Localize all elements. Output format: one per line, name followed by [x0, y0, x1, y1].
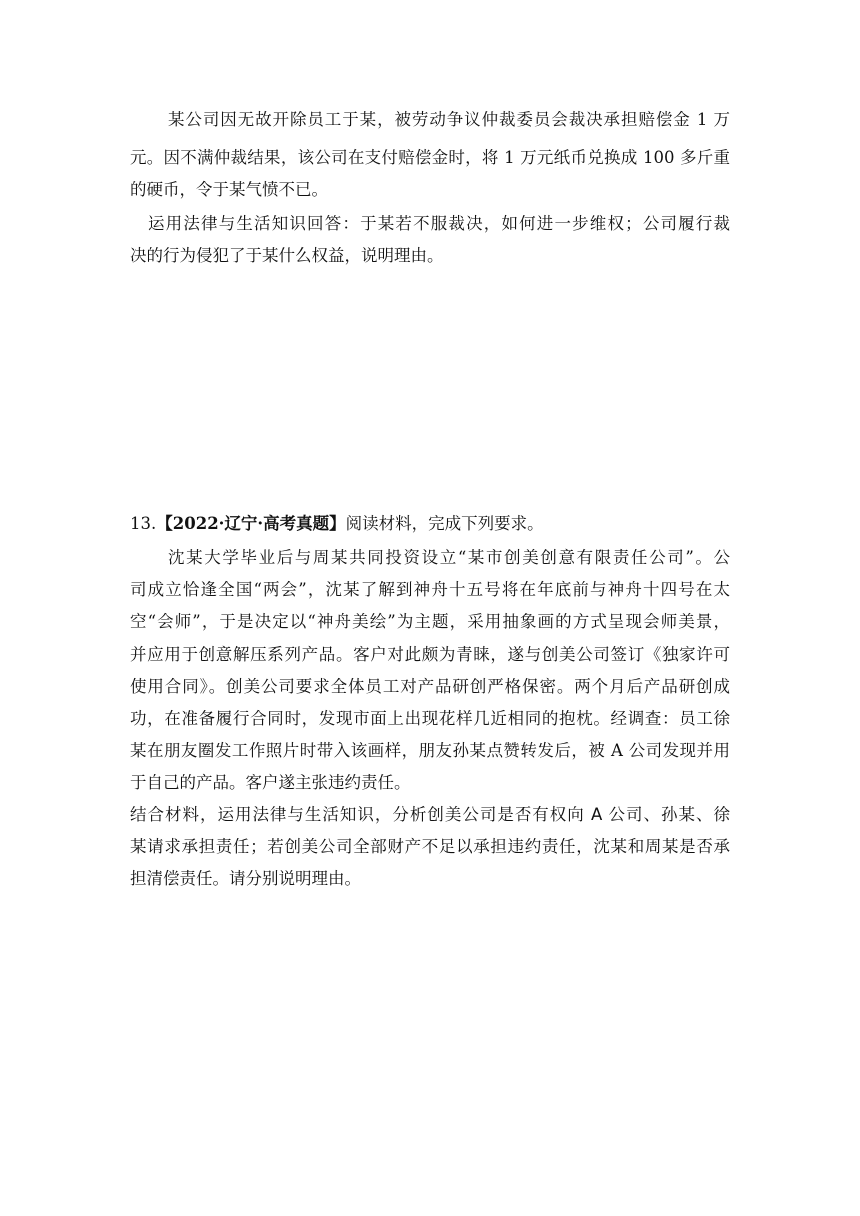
q13-question-line-1: 结合材料，运用法律与生活知识，分析创美公司是否有权向 A 公司、孙某、徐 [130, 805, 730, 824]
question-number: 13. [130, 514, 157, 533]
q13-question-line-3: 担清偿责任。请分别说明理由。 [130, 869, 361, 888]
q13-material-line-5: 使用合同》。创美公司要求全体员工对产品研创严格保密。两个月后产品研创成 [130, 677, 730, 696]
q13-material-line-1: 沈某大学毕业后与周某共同投资设立“某市创美创意有限责任公司”。公 [168, 548, 730, 567]
q12-material-line-3: 的硬币，令于某气愤不已。 [130, 180, 328, 199]
q12-material-line-1: 某公司因无故开除员工于某，被劳动争议仲裁委员会裁决承担赔偿金 1 万 [168, 110, 730, 129]
q13-material-line-7: 某在朋友圈发工作照片时带入该画样，朋友孙某点赞转发后，被 A 公司发现并用 [130, 741, 730, 760]
q13-question-line-2: 某请求承担责任；若创美公司全部财产不足以承担违约责任，沈某和周某是否承 [130, 837, 730, 856]
q13-heading [130, 514, 544, 534]
q13-material-line-4: 并应用于创意解压系列产品。客户对此颇为青睐，遂与创美公司签订《独家许可 [130, 645, 730, 664]
q13-material-line-6: 功，在准备履行合同时，发现市面上出现花样几近相同的抱枕。经调查：员工徐 [130, 709, 730, 728]
q13-material-line-8: 于自己的产品。客户遂主张违约责任。 [130, 773, 411, 792]
q12-material-line-2: 元。因不满仲裁结果，该公司在支付赔偿金时，将 1 万元纸币兑换成 100 多斤重 [130, 148, 730, 167]
q12-question-line-1: 运用法律与生活知识回答：于某若不服裁决，如何进一步维权；公司履行裁 [148, 214, 730, 233]
q12-question-line-2: 决的行为侵犯了于某什么权益，说明理由。 [130, 246, 444, 265]
question-source: 【2022·辽宁·高考真题】 [156, 514, 346, 533]
question-instruction: 阅读材料，完成下列要求。 [345, 514, 544, 533]
q13-material-line-3: 空“会师”，于是决定以“神舟美绘”为主题，采用抽象画的方式呈现会师美景， [130, 612, 730, 631]
q13-material-line-2: 司成立恰逢全国“两会”，沈某了解到神舟十五号将在年底前与神舟十四号在太 [130, 580, 730, 599]
